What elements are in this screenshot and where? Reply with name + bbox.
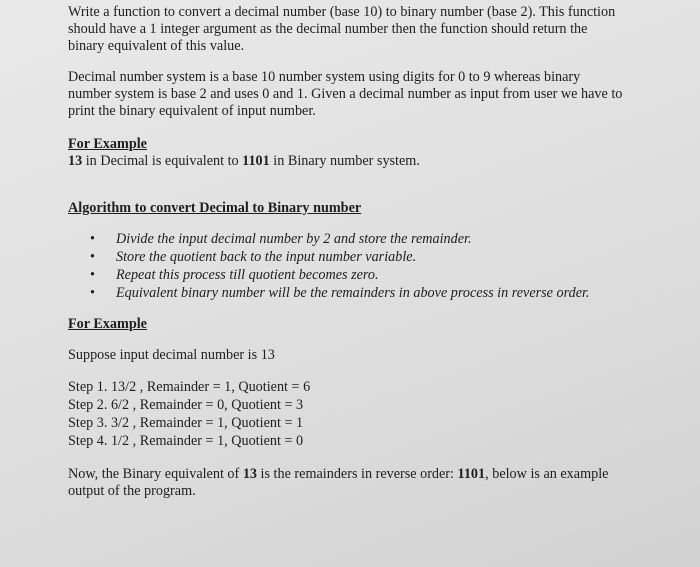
- example-1-heading: For Example: [68, 136, 147, 152]
- bullet-icon: •: [90, 249, 95, 265]
- list-item: [90, 267, 680, 284]
- description-line-2: number system is base 2 and uses 0 and 1. Given a decimal number as input from user we have to: [68, 86, 623, 102]
- conclusion-decimal: 13: [242, 466, 257, 482]
- description-line-3: print the binary equivalent of input number.: [68, 103, 316, 119]
- list-item: [90, 231, 680, 248]
- example-1-binary: 1101: [242, 153, 270, 169]
- list-item: [90, 285, 680, 302]
- conclusion-binary: 1101: [457, 466, 486, 482]
- calculation-step: Step 4. 1/2 , Remainder = 1, Quotient = 0: [68, 433, 304, 449]
- example-1-text-mid: in Decimal is equivalent to: [82, 153, 243, 169]
- description-line-1: Decimal number system is a base 10 number system using digits for 0 to 9 whereas binary: [68, 69, 581, 85]
- bullet-icon: •: [90, 231, 95, 247]
- conclusion-post: , below is an example: [485, 466, 609, 482]
- example-1-decimal: 13: [68, 153, 83, 169]
- conclusion-pre: Now, the Binary equivalent of: [68, 466, 243, 482]
- example-1-section: [68, 136, 680, 170]
- list-item-text: Equivalent binary number will be the remainders in above process in reverse order.: [116, 285, 590, 301]
- algorithm-list: [68, 231, 680, 302]
- intro-line-2: should have a 1 integer argument as the decimal number then the function should return the: [68, 21, 588, 37]
- calculation-steps: [68, 378, 680, 450]
- intro-line-1: Write a function to convert a decimal number (base 10) to binary number (base 2). This function: [68, 4, 616, 20]
- example-1-text: [68, 153, 680, 170]
- example-2-suppose: Suppose input decimal number is 13: [68, 347, 275, 363]
- list-item-text: Divide the input decimal number by 2 and store the remainder.: [116, 231, 472, 247]
- bullet-icon: •: [90, 267, 95, 283]
- intro-paragraph: [68, 4, 680, 55]
- conclusion-mid: is the remainders in reverse order:: [257, 466, 458, 482]
- conclusion-paragraph: [68, 466, 680, 500]
- calculation-step: Step 3. 3/2 , Remainder = 1, Quotient = 1: [68, 415, 304, 431]
- algorithm-heading: Algorithm to convert Decimal to Binary number: [68, 200, 362, 216]
- example-2-section: [68, 316, 680, 450]
- calculation-step: Step 2. 6/2 , Remainder = 0, Quotient = 3: [68, 397, 304, 413]
- description-paragraph: [68, 69, 680, 120]
- bullet-icon: •: [90, 285, 95, 301]
- algorithm-section: [68, 200, 680, 302]
- example-1-text-end: in Binary number system.: [269, 153, 420, 169]
- list-item-text: Repeat this process till quotient becomes zero.: [116, 267, 379, 283]
- example-2-heading: For Example: [68, 316, 147, 332]
- conclusion-line-2: output of the program.: [68, 483, 196, 499]
- intro-line-3: binary equivalent of this value.: [68, 38, 245, 54]
- list-item: [90, 249, 680, 266]
- conclusion-line-1: [68, 466, 680, 483]
- list-item-text: Store the quotient back to the input number variable.: [116, 249, 417, 265]
- calculation-step: Step 1. 13/2 , Remainder = 1, Quotient = 6: [68, 379, 311, 395]
